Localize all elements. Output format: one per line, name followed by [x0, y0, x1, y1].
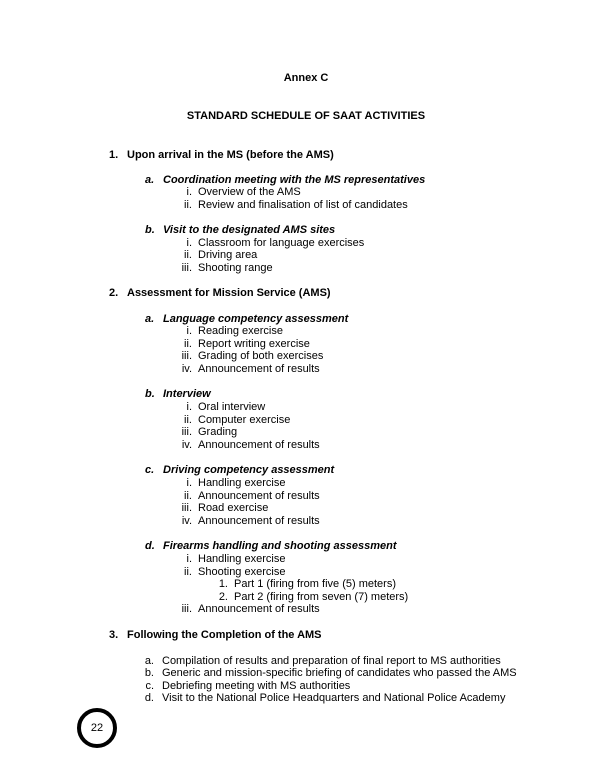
list-item: Grading	[198, 426, 238, 438]
sub-list-item-number: 2.	[218, 591, 228, 603]
section-2b-heading: Interview	[163, 388, 211, 400]
sub-list-item: Part 2 (firing from seven (7) meters)	[234, 591, 409, 603]
page-number: 22	[90, 721, 104, 734]
list-item: Classroom for language exercises	[198, 237, 365, 249]
section-1a-heading: Coordination meeting with the MS representatives	[163, 174, 426, 186]
list-item-number: i.	[186, 401, 192, 413]
list-item: Compilation of results and preparation of final report to MS authorities	[162, 655, 501, 667]
list-item-number: ii.	[184, 199, 192, 211]
list-item: Driving area	[198, 249, 258, 261]
list-item-number: iii.	[181, 426, 192, 438]
list-item: Road exercise	[198, 502, 269, 514]
sub-list-item-number: 1.	[218, 578, 228, 590]
section-1-number: 1.	[109, 149, 119, 161]
list-item-number: ii.	[184, 338, 192, 350]
list-item: Generic and mission-specific briefing of candidates who passed the AMS	[162, 667, 517, 679]
section-2a-letter: a.	[145, 313, 155, 325]
list-item-number: iii.	[181, 350, 192, 362]
list-item-number: i.	[186, 325, 192, 337]
list-item-number: ii.	[184, 490, 192, 502]
section-1b-heading: Visit to the designated AMS sites	[163, 224, 336, 236]
list-item-number: i.	[186, 186, 192, 198]
section-1-heading: Upon arrival in the MS (before the AMS)	[127, 149, 334, 161]
list-item-letter: d.	[144, 692, 154, 704]
sub-list-item: Part 1 (firing from five (5) meters)	[234, 578, 396, 590]
list-item: Computer exercise	[198, 414, 291, 426]
list-item-number: iii.	[181, 262, 192, 274]
list-item-number: i.	[186, 553, 192, 565]
list-item-number: iii.	[181, 603, 192, 615]
section-2c-letter: c.	[145, 464, 155, 476]
page-number-badge	[77, 708, 117, 748]
annex-label: Annex C	[283, 72, 329, 84]
list-item-number: iv.	[181, 363, 192, 375]
list-item-number: iv.	[181, 439, 192, 451]
list-item: Handling exercise	[198, 477, 286, 489]
section-2-heading: Assessment for Mission Service (AMS)	[127, 287, 331, 299]
list-item: Shooting range	[198, 262, 273, 274]
list-item: Announcement of results	[198, 603, 320, 615]
list-item: Announcement of results	[198, 515, 320, 527]
section-2b-letter: b.	[145, 388, 155, 400]
list-item: Grading of both exercises	[198, 350, 324, 362]
list-item-letter: b.	[144, 667, 154, 679]
section-3-heading: Following the Completion of the AMS	[127, 629, 322, 641]
list-item-letter: a.	[144, 655, 154, 667]
section-2-number: 2.	[109, 287, 119, 299]
list-item: Announcement of results	[198, 490, 320, 502]
list-item-letter: c.	[145, 680, 154, 692]
list-item-number: i.	[186, 477, 192, 489]
list-item: Report writing exercise	[198, 338, 310, 350]
list-item: Overview of the AMS	[198, 186, 301, 198]
list-item-number: i.	[186, 237, 192, 249]
list-item: Announcement of results	[198, 439, 320, 451]
section-1a-letter: a.	[145, 174, 155, 186]
section-1b-letter: b.	[145, 224, 155, 236]
list-item-number: ii.	[184, 414, 192, 426]
list-item-number: iv.	[181, 515, 192, 527]
list-item: Review and finalisation of list of candidates	[198, 199, 408, 211]
list-item: Oral interview	[198, 401, 266, 413]
section-2c-heading: Driving competency assessment	[163, 464, 335, 476]
list-item: Visit to the National Police Headquarters and National Police Academy	[162, 692, 506, 704]
list-item-number: ii.	[184, 566, 192, 578]
list-item: Reading exercise	[198, 325, 283, 337]
list-item: Shooting exercise	[198, 566, 286, 578]
list-item-number: ii.	[184, 249, 192, 261]
section-2d-letter: d.	[145, 540, 155, 552]
list-item: Handling exercise	[198, 553, 286, 565]
section-2d-heading: Firearms handling and shooting assessment	[163, 540, 397, 552]
page-title: STANDARD SCHEDULE OF SAAT ACTIVITIES	[186, 110, 426, 122]
list-item: Debriefing meeting with MS authorities	[162, 680, 351, 692]
section-2a-heading: Language competency assessment	[163, 313, 349, 325]
section-3-number: 3.	[109, 629, 119, 641]
list-item-number: iii.	[181, 502, 192, 514]
list-item: Announcement of results	[198, 363, 320, 375]
